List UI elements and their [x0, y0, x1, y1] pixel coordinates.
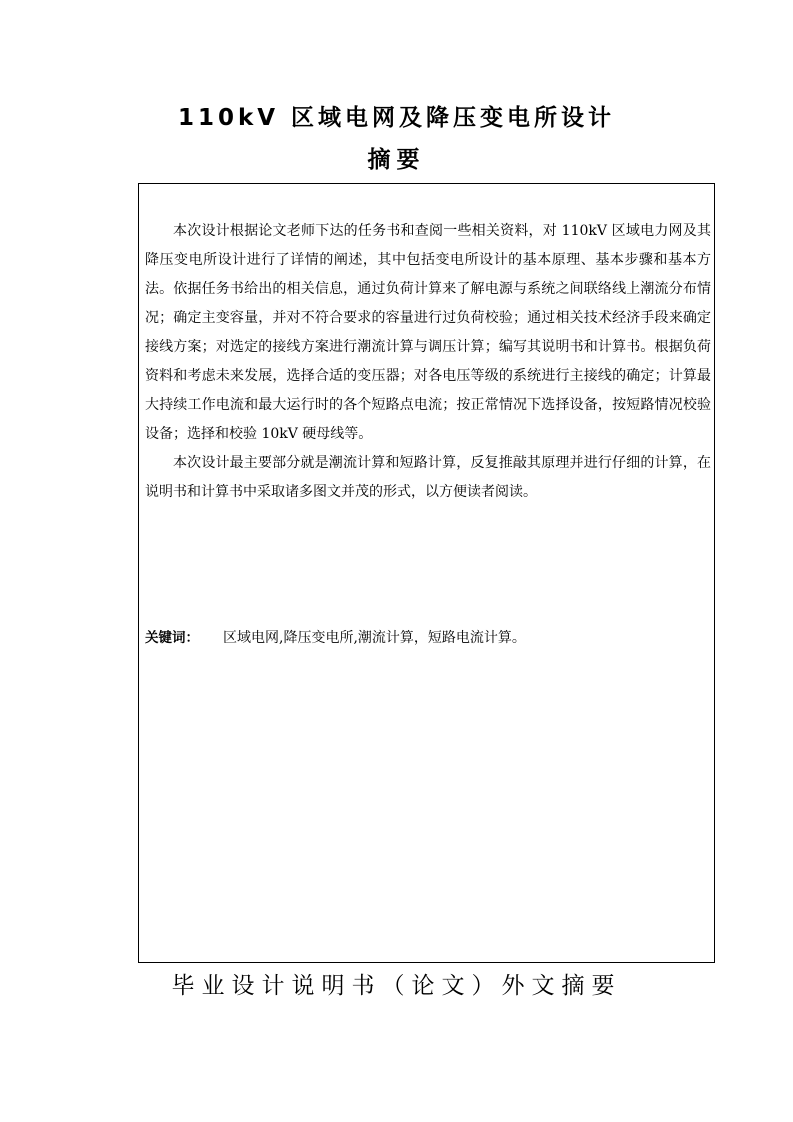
abstract-heading: 摘要 — [367, 147, 426, 173]
abstract-paragraph-1: 本次设计根据论文老师下达的任务书和查阅一些相关资料，对 110kV 区域电力网及其降压变电所设计进行了详情的阐述，其中包括变电所设计的基本原理、基本步骤和基本方法。依据任务书给出的相关信息，通过负荷计算来了解电源与系统之间联络线上潮流分布情况；确定主变容量，并对不符合要求的容量进行过负荷校验；通过相关技术经济手段来确定接线方案；对选定的接线方案进行潮流计算与调压计算；编写其说明书和计算书。根据负荷资料和考虑未来发展，选择合适的变压器；对各电压等级的系统进行主接线的确定；计算最大持续工作电流和最大运行时的各个短路点电流；按正常情况下选择设备，按短路情况校验设备；选择和校验 10kV 硬母线等。 — [145, 223, 711, 442]
abstract-body — [145, 217, 711, 507]
keywords-label: 关键词： — [145, 630, 199, 646]
keywords-value: 区域电网,降压变电所,潮流计算，短路电流计算。 — [223, 630, 526, 646]
document-title: 110kV 区域电网及降压变电所设计 — [177, 105, 616, 131]
keywords-line — [145, 624, 711, 652]
foreign-abstract-heading: 毕业设计说明书（论文）外文摘要 — [171, 973, 622, 999]
abstract-paragraph-2: 本次设计最主要部分就是潮流计算和短路计算，反复推敲其原理并进行仔细的计算，在说明书和计算书中采取诸多图文并茂的形式，以方便读者阅读。 — [145, 455, 711, 500]
